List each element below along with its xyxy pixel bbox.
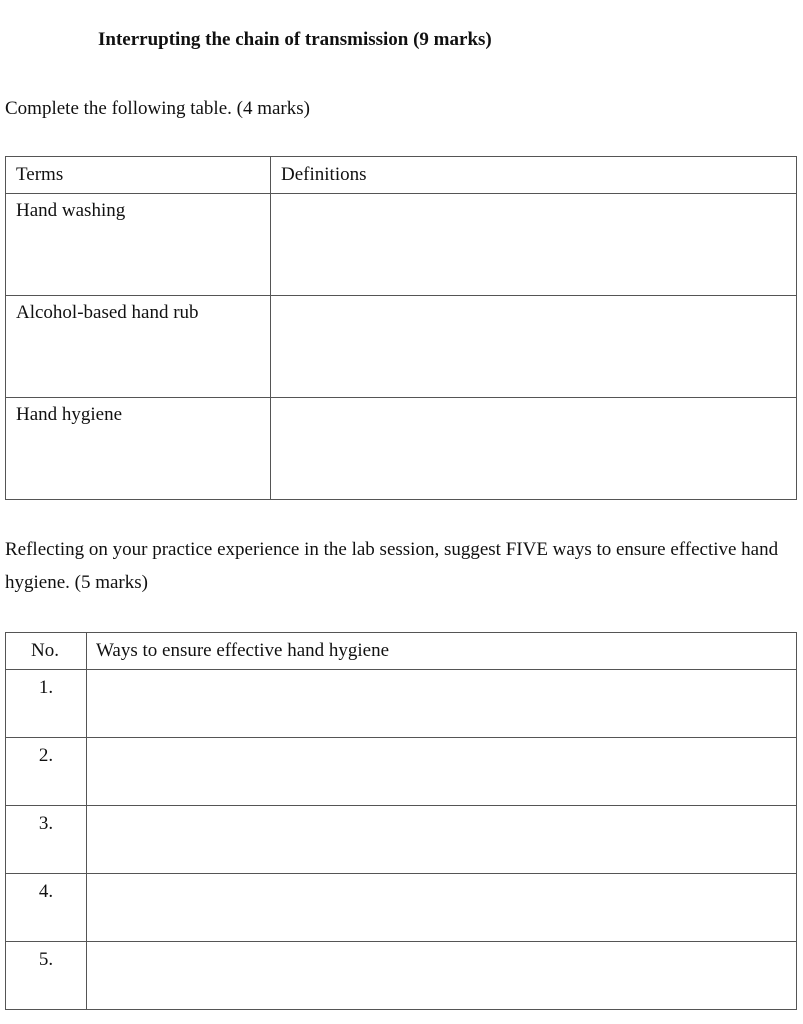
ways-column-header: Ways to ensure effective hand hygiene	[87, 633, 797, 670]
term-cell: Alcohol-based hand rub	[6, 296, 271, 398]
table-row	[6, 738, 797, 806]
definition-answer-cell[interactable]	[271, 194, 797, 296]
terms-definitions-table	[5, 156, 797, 500]
answer-cell[interactable]	[87, 806, 797, 874]
hand-hygiene-ways-table	[5, 632, 797, 1010]
reflection-instruction: Reflecting on your practice experience in the lab session, suggest FIVE ways to ensure effective hand hygiene. (5 marks)	[5, 539, 779, 593]
table-row	[6, 874, 797, 942]
table-header-row	[6, 157, 797, 194]
definition-answer-cell[interactable]	[271, 398, 797, 500]
table-row	[6, 194, 797, 296]
row-number: 5.	[6, 942, 87, 1010]
term-cell: Hand washing	[6, 194, 271, 296]
table-row	[6, 398, 797, 500]
answer-cell[interactable]	[87, 738, 797, 806]
table-row	[6, 670, 797, 738]
answer-cell[interactable]	[87, 670, 797, 738]
number-column-header: No.	[6, 633, 87, 670]
table-row	[6, 296, 797, 398]
answer-cell[interactable]	[87, 874, 797, 942]
row-number: 3.	[6, 806, 87, 874]
term-cell: Hand hygiene	[6, 398, 271, 500]
row-number: 1.	[6, 670, 87, 738]
table-instruction: Complete the following table. (4 marks)	[5, 98, 310, 119]
terms-column-header: Terms	[6, 157, 271, 194]
answer-cell[interactable]	[87, 942, 797, 1010]
definitions-column-header: Definitions	[271, 157, 797, 194]
table-row	[6, 806, 797, 874]
row-number: 4.	[6, 874, 87, 942]
table-row	[6, 942, 797, 1010]
row-number: 2.	[6, 738, 87, 806]
section-title: Interrupting the chain of transmission (9 marks)	[98, 29, 492, 50]
definition-answer-cell[interactable]	[271, 296, 797, 398]
table-header-row	[6, 633, 797, 670]
